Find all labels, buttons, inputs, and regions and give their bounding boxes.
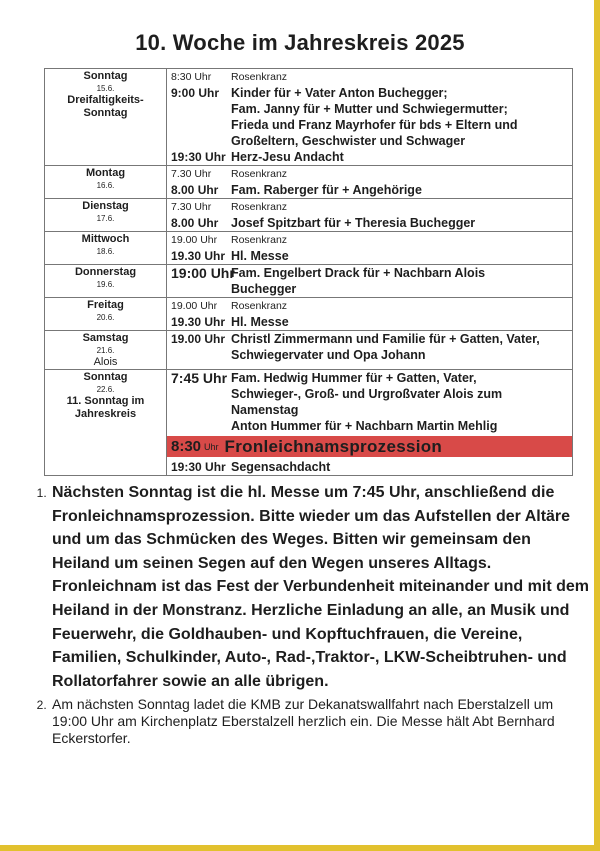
- event-time: 8:30 Uhr: [171, 71, 212, 83]
- event-line: [171, 331, 572, 347]
- event-time: 19.00 Uhr: [171, 300, 218, 312]
- event-time: 8:30: [171, 438, 202, 455]
- event-text: Hl. Messe: [231, 249, 289, 263]
- event-lines: [167, 199, 572, 231]
- event-line: [171, 314, 572, 330]
- event-line: [171, 166, 572, 182]
- day-name: Samstag: [82, 332, 129, 344]
- event-time: 7:45 Uhr: [171, 370, 228, 386]
- day-cell: [45, 166, 167, 199]
- event-line: [171, 85, 572, 101]
- event-lines: [167, 370, 572, 475]
- day-subtitle: 11. Sonntag im: [66, 395, 145, 407]
- day-date: 15.6.: [96, 84, 115, 93]
- schedule-row: [45, 265, 573, 298]
- event-text: Kinder für + Vater Anton Buchegger;: [231, 86, 448, 100]
- day-date: 17.6.: [96, 214, 115, 223]
- event-line: [171, 69, 572, 85]
- event-time: 19.00 Uhr: [171, 332, 226, 346]
- day-name: Sonntag: [83, 70, 128, 82]
- day-subtitle: Sonntag: [83, 107, 128, 119]
- event-text: Rosenkranz: [231, 168, 288, 180]
- event-time: 8.00 Uhr: [171, 216, 219, 230]
- announcement-item: 2. Am nächsten Sonntag ladet die KMB zur Dekanatswallfahrt nach Eberstalzell um 19:00 Uhr am Kirchenplatz Eberstalzell herzlich ein. Die Messe hält Abt Bernhard Eckerstorfer.: [50, 696, 590, 747]
- day-cell: [45, 69, 167, 166]
- day-name: Dienstag: [82, 200, 129, 212]
- day-name: Donnerstag: [74, 266, 137, 278]
- event-continuation: Buchegger: [231, 282, 297, 296]
- event-text: Rosenkranz: [231, 234, 288, 246]
- day-date: 20.6.: [96, 313, 115, 322]
- event-time: 19.00 Uhr: [171, 234, 218, 246]
- event-continuation: Schwieger-, Groß- und Urgroßvater Alois zum: [231, 387, 503, 401]
- event-line: [171, 370, 572, 386]
- event-lines: [167, 331, 572, 363]
- event-text: Herz-Jesu Andacht: [231, 150, 344, 164]
- event-lines: [167, 298, 572, 330]
- event-continuation: Großeltern, Geschwister und Schwager: [231, 134, 466, 148]
- events-cell: [167, 265, 573, 298]
- event-time-unit: Uhr: [204, 441, 219, 452]
- event-text: Fam. Engelbert Drack für + Nachbarn Alois: [231, 266, 486, 280]
- events-cell: [167, 331, 573, 370]
- event-time: 19.30 Uhr: [171, 249, 226, 263]
- schedule-row: [45, 69, 573, 166]
- day-subtitle: Dreifaltigkeits-: [67, 94, 144, 106]
- event-continuation: Schwiegervater und Opa Johann: [231, 348, 426, 362]
- day-subtitle: Jahreskreis: [74, 408, 137, 420]
- day-name: Sonntag: [83, 371, 128, 383]
- event-text: Josef Spitzbart für + Theresia Buchegger: [231, 216, 476, 230]
- event-text: Christl Zimmermann und Familie für + Gatten, Vater,: [231, 332, 540, 346]
- events-cell: [167, 166, 573, 199]
- event-line: [171, 248, 572, 264]
- page-title: 10. Woche im Jahreskreis 2025: [135, 30, 465, 55]
- event-lines: [167, 69, 572, 165]
- schedule-row: [45, 232, 573, 265]
- event-text: Rosenkranz: [231, 71, 288, 83]
- day-name: Mittwoch: [81, 233, 130, 245]
- events-cell: [167, 298, 573, 331]
- event-text: Rosenkranz: [231, 300, 288, 312]
- announcements-list: [30, 481, 590, 747]
- event-text: Segensachdacht: [231, 460, 331, 474]
- event-time: 19:30 Uhr: [171, 150, 226, 164]
- event-text: Fronleichnamsprozession: [224, 436, 443, 456]
- event-line: [171, 459, 572, 475]
- events-cell: [167, 232, 573, 265]
- day-cell: [45, 232, 167, 265]
- event-time: 19:00 Uhr: [171, 265, 235, 281]
- event-time: 19.30 Uhr: [171, 315, 226, 329]
- day-name: Montag: [85, 167, 126, 179]
- event-time: 9:00 Uhr: [171, 86, 220, 100]
- schedule-table: [44, 68, 573, 476]
- day-cell: [45, 298, 167, 331]
- event-text: Fam. Hedwig Hummer für + Gatten, Vater,: [231, 371, 477, 385]
- day-name: Freitag: [87, 299, 124, 311]
- event-continuation: Fam. Janny für + Mutter und Schwiegermutter;: [231, 102, 508, 116]
- event-time: 19:30 Uhr: [171, 460, 226, 474]
- event-line: [171, 149, 572, 165]
- event-continuation: Frieda und Franz Mayrhofer für bds + Eltern und: [231, 118, 518, 132]
- day-date: 16.6.: [96, 181, 115, 190]
- event-continuation: Anton Hummer für + Nachbarn Martin Mehlig: [231, 419, 498, 433]
- day-cell: [45, 265, 167, 298]
- event-line: [171, 215, 572, 231]
- day-cell: [45, 331, 167, 370]
- day-date: 22.6.: [96, 385, 115, 394]
- event-lines: [167, 166, 572, 198]
- events-cell: [167, 370, 573, 476]
- schedule-row: [45, 298, 573, 331]
- day-date: 18.6.: [96, 247, 115, 256]
- event-line: [171, 232, 572, 248]
- schedule-row: [45, 166, 573, 199]
- event-time: 8.00 Uhr: [171, 183, 219, 197]
- event-text: Rosenkranz: [231, 201, 288, 213]
- event-line: [171, 265, 572, 281]
- event-lines: [167, 265, 572, 297]
- day-cell: [45, 370, 167, 476]
- highlight-event: [167, 436, 572, 457]
- event-time: 7.30 Uhr: [171, 201, 212, 213]
- events-cell: [167, 69, 573, 166]
- day-cell: [45, 199, 167, 232]
- event-continuation: Namenstag: [231, 403, 299, 417]
- events-cell: [167, 199, 573, 232]
- day-date: 21.6.: [96, 346, 115, 355]
- day-subtitle: Alois: [93, 356, 118, 368]
- schedule-row: [45, 199, 573, 232]
- schedule-row: [45, 370, 573, 476]
- schedule-body: [45, 69, 573, 476]
- event-text: Hl. Messe: [231, 315, 289, 329]
- event-text: Fam. Raberger für + Angehörige: [231, 183, 422, 197]
- schedule-row: [45, 331, 573, 370]
- event-line: [171, 298, 572, 314]
- event-line: [171, 182, 572, 198]
- announcement-item: 1. Nächsten Sonntag ist die hl. Messe um 7:45 Uhr, anschließend die Fronleichnamsprozession. Bitte wieder um das Aufstellen der Altäre und um das Schmücken des Weges. Bitten wir gemeinsam den Heiland um seinen Segen auf den Wegen unseres Alltags. Fronleichnam ist das Fest der Verbundenheit miteinander und mit dem Heiland in der Monstranz. Herzliche Einladung an alle, an Musik und Feuerwehr, die Goldhauben- und Kopftuchfrauen, die Vereine, Familien, Schulkinder, Auto-, Rad-,Traktor-, LKW-Scheibtruhen- und Rollatorfahrer sowie an alle übrigen.: [50, 481, 590, 693]
- event-lines: [167, 232, 572, 264]
- day-date: 19.6.: [96, 280, 115, 289]
- event-line: [171, 199, 572, 215]
- event-time: 7.30 Uhr: [171, 168, 212, 180]
